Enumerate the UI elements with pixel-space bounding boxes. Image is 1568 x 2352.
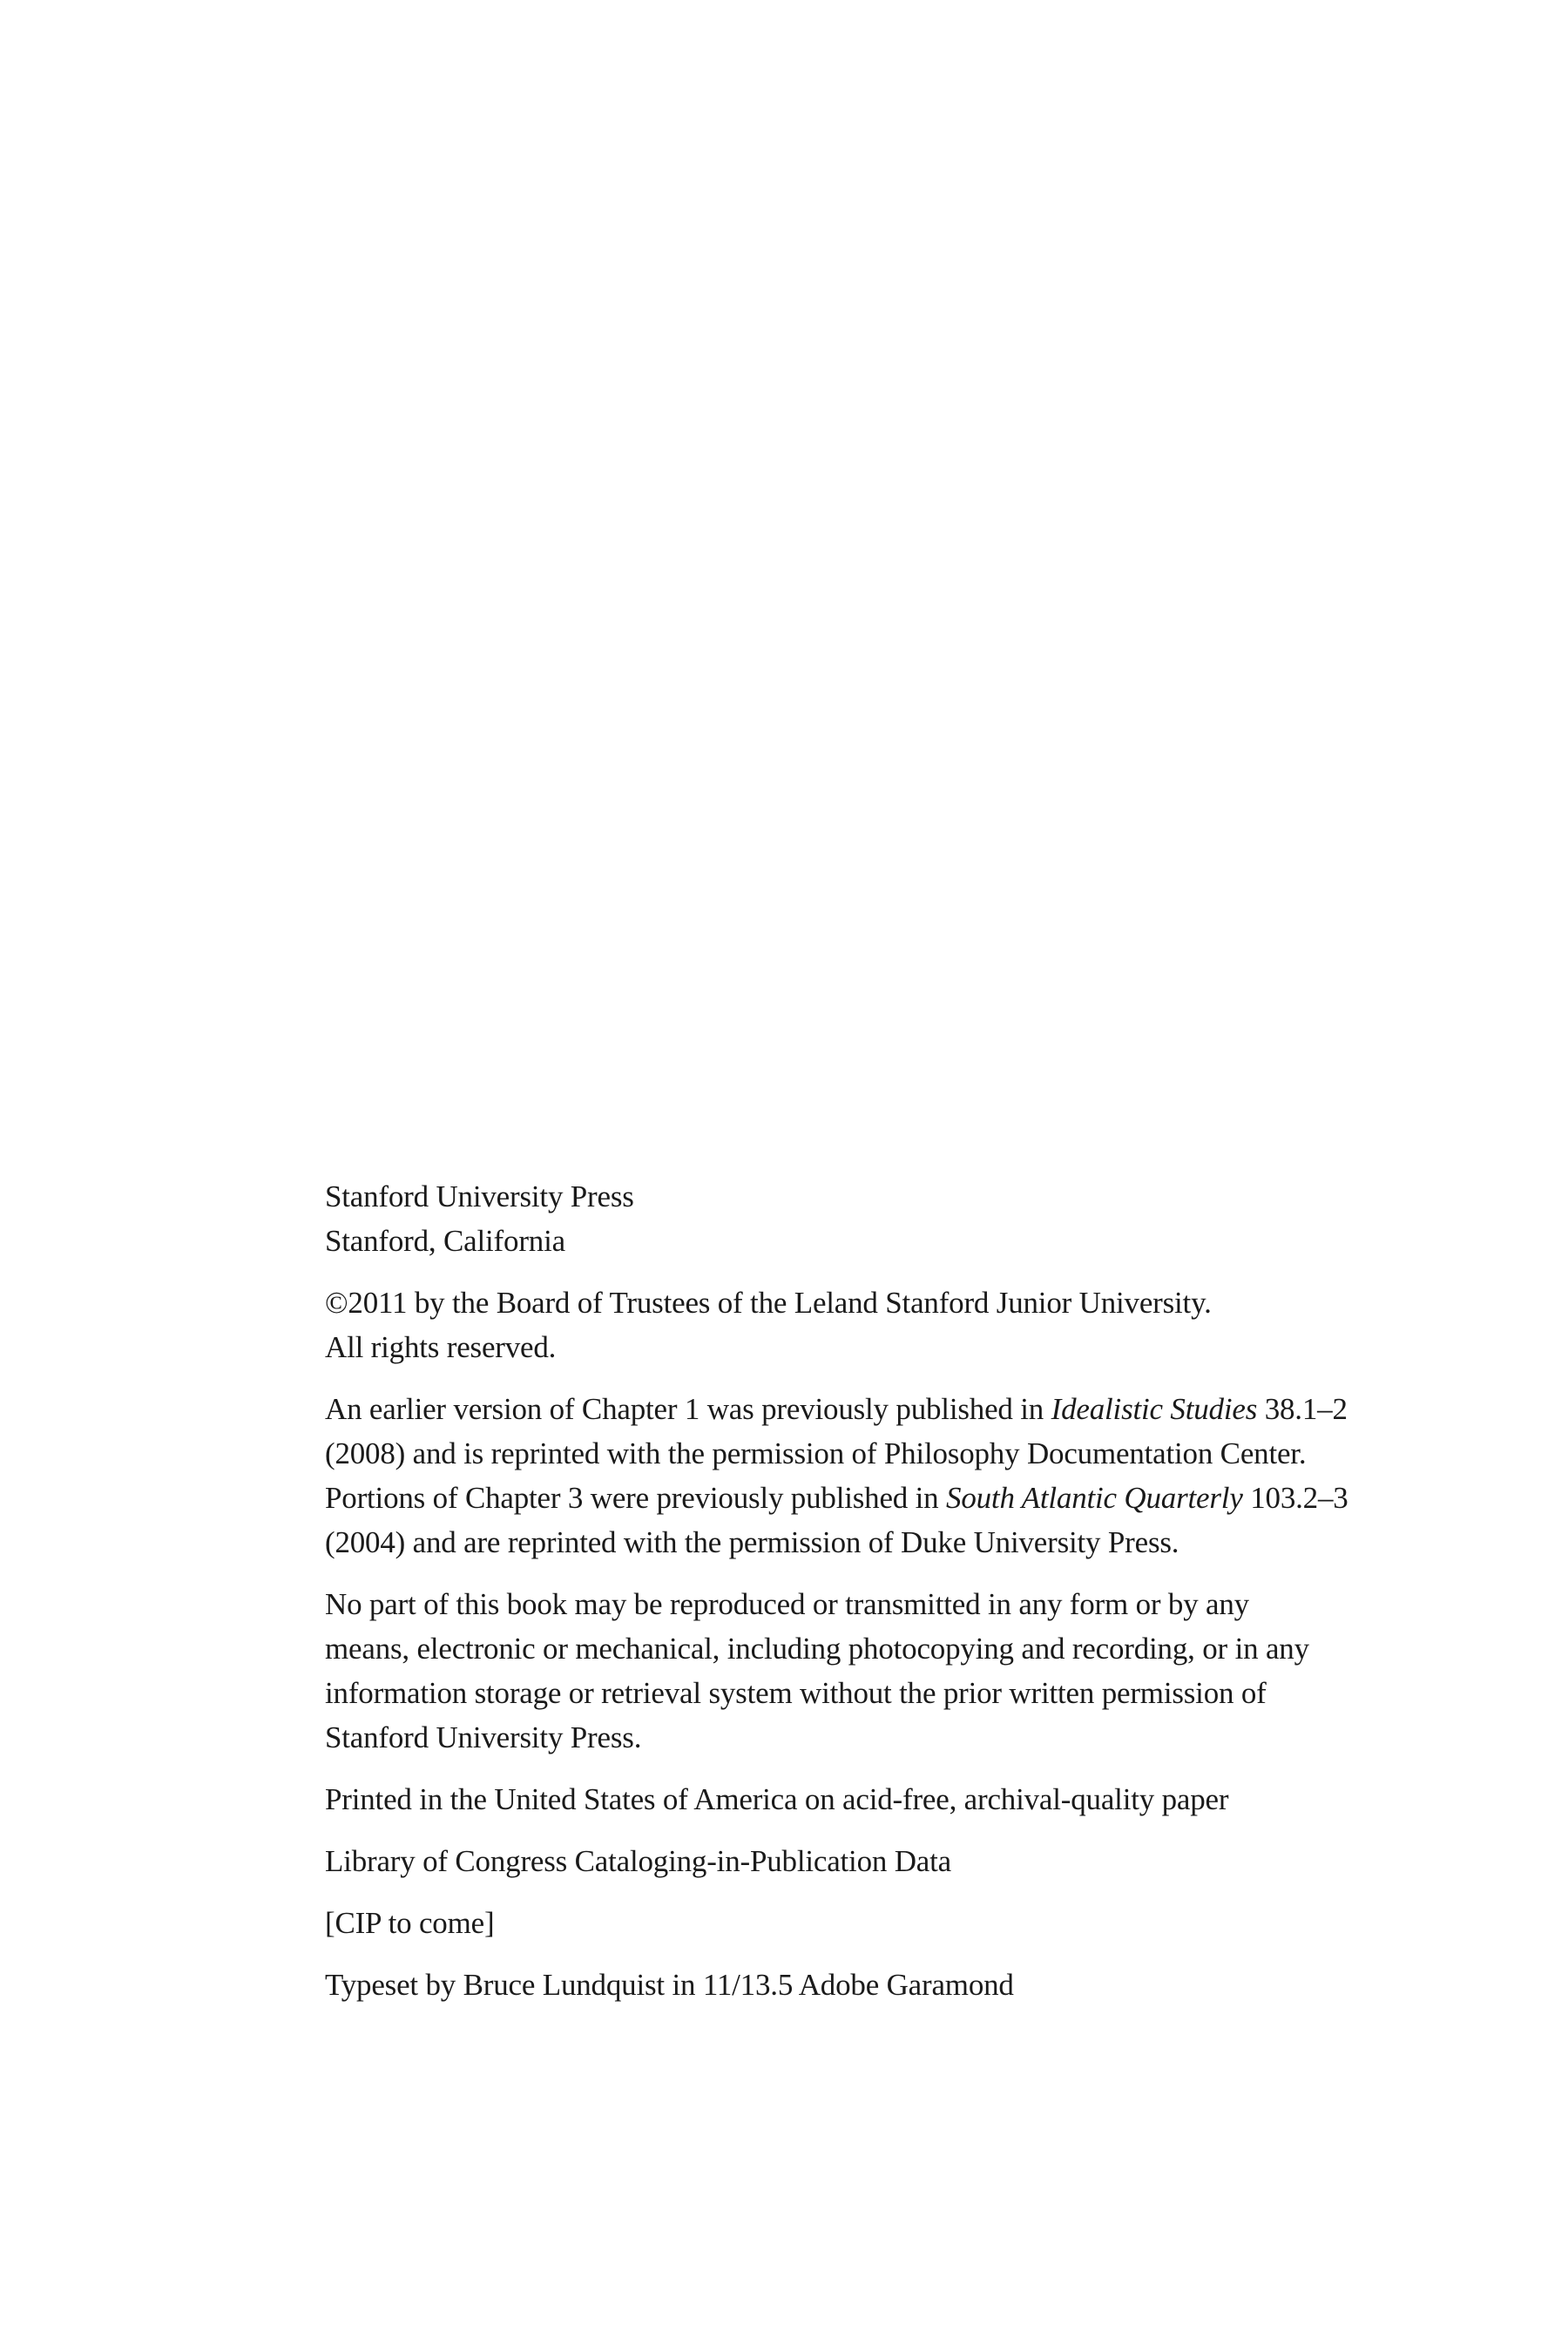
copyright-notice: [325, 1281, 1405, 1369]
publisher-info: [325, 1174, 1405, 1263]
typeset-note: [325, 1963, 1405, 2007]
journal-title-south-atlantic-quarterly: South Atlantic Quarterly: [946, 1481, 1243, 1515]
prior-publication-line-4: (2004) and are reprinted with the permission of Duke University Press.: [325, 1525, 1179, 1559]
reproduction-line-1: No part of this book may be reproduced or transmitted in any form or by any: [325, 1587, 1249, 1621]
prior-publication-line-1: [325, 1387, 1405, 1431]
prior-publication-note: [325, 1387, 1405, 1565]
reproduction-line-4: Stanford University Press.: [325, 1720, 642, 1754]
cip-heading: [325, 1839, 1405, 1883]
prior-publication-line-1-issue: 38.1–2: [1257, 1392, 1348, 1426]
cip-placeholder: [325, 1901, 1405, 1945]
reproduction-notice: [325, 1582, 1405, 1760]
copyright-block: [325, 1174, 1405, 2024]
prior-publication-line-3-issue: 103.2–3: [1242, 1481, 1348, 1515]
prior-publication-line-3: [325, 1476, 1405, 1520]
rights-line: All rights reserved.: [325, 1330, 557, 1364]
typeset-line: Typeset by Bruce Lundquist in 11/13.5 Adobe Garamond: [325, 1968, 1014, 2002]
publisher-name: Stanford University Press: [325, 1179, 634, 1213]
prior-publication-line-1-text: An earlier version of Chapter 1 was previously published in: [325, 1392, 1051, 1426]
prior-publication-line-2: (2008) and is reprinted with the permission of Philosophy Documentation Center.: [325, 1436, 1307, 1470]
prior-publication-line-3-text: Portions of Chapter 3 were previously published in: [325, 1481, 947, 1515]
reproduction-line-3: information storage or retrieval system without the prior written permission of: [325, 1676, 1267, 1710]
copyright-line: ©2011 by the Board of Trustees of the Leland Stanford Junior University.: [325, 1286, 1212, 1320]
cip-heading-line: Library of Congress Cataloging-in-Publication Data: [325, 1844, 952, 1878]
publisher-location: Stanford, California: [325, 1224, 565, 1258]
reproduction-line-2: means, electronic or mechanical, including photocopying and recording, or in any: [325, 1632, 1309, 1666]
cip-placeholder-line: [CIP to come]: [325, 1906, 495, 1940]
journal-title-idealistic-studies: Idealistic Studies: [1051, 1392, 1258, 1426]
printing-line: Printed in the United States of America on acid-free, archival-quality paper: [325, 1782, 1229, 1816]
printing-note: [325, 1777, 1405, 1821]
